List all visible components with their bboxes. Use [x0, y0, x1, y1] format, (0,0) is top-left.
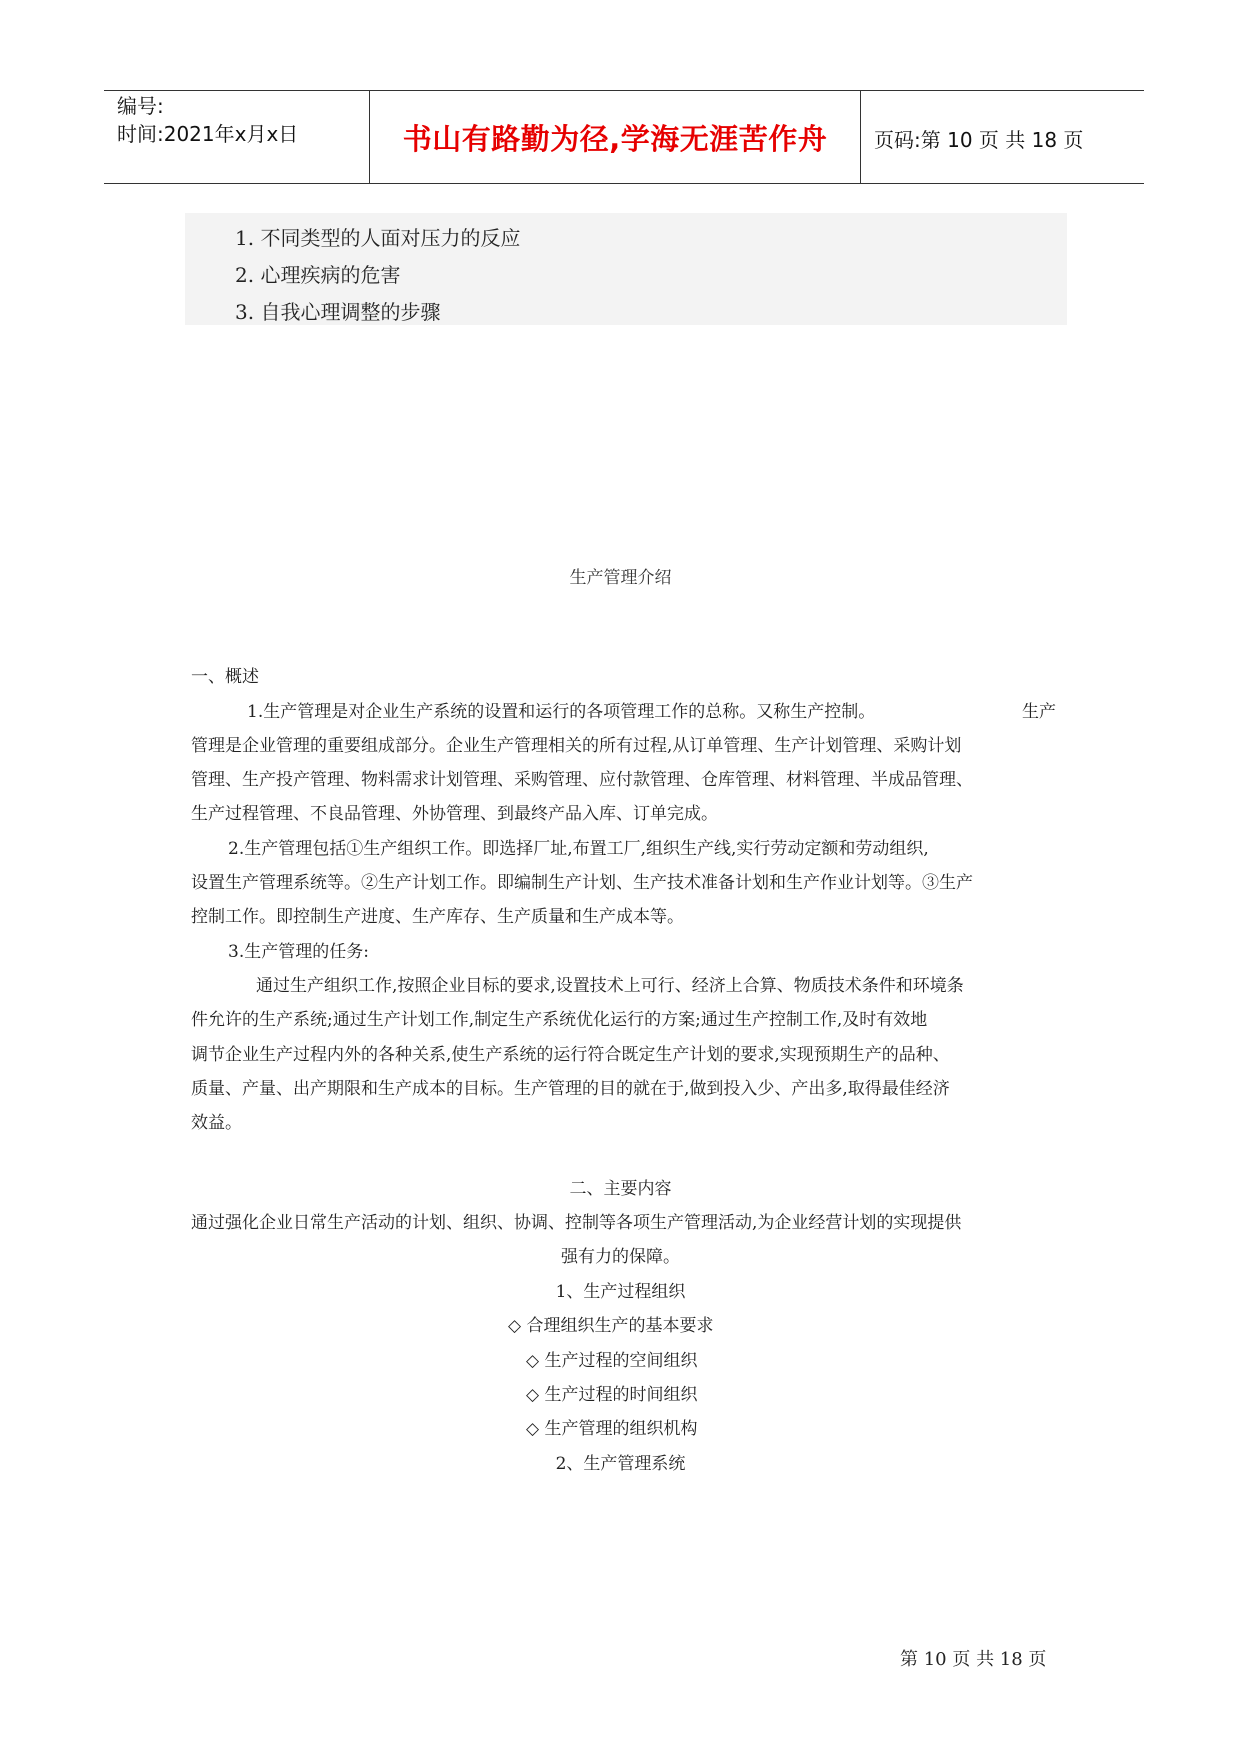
header-top-rule	[104, 90, 1144, 91]
section1-p1-line: 生产过程管理、不良品管理、外协管理、到最终产品入库、订单完成。	[191, 804, 718, 824]
section2-item: ◇ 合理组织生产的基本要求	[508, 1316, 714, 1336]
section2-item: ◇ 生产过程的时间组织	[526, 1385, 698, 1405]
header-meta	[117, 92, 298, 148]
section1-p3-line: 效益。	[191, 1113, 242, 1133]
header-page-label: 页码:第 10 页 共 18 页	[874, 128, 1084, 152]
section1-p1-line: 管理是企业管理的重要组成部分。企业生产管理相关的所有过程,从订单管理、生产计划管理、采购计划	[191, 736, 962, 756]
section2-intro-line: 强有力的保障。	[561, 1247, 680, 1267]
grey-list-item: 1. 不同类型的人面对压力的反应	[235, 226, 521, 250]
section1-p1-line1-end: 生产	[1022, 702, 1056, 722]
section2-intro-line: 通过强化企业日常生产活动的计划、组织、协调、控制等各项生产管理活动,为企业经营计划的实现提供	[191, 1213, 962, 1233]
section1-p3-line: 通过生产组织工作,按照企业目标的要求,设置技术上可行、经济上合算、物质技术条件和环境条	[256, 976, 964, 996]
section2-item: ◇ 生产过程的空间组织	[526, 1351, 698, 1371]
section2-item: ◇ 生产管理的组织机构	[526, 1419, 698, 1439]
grey-list-item: 3. 自我心理调整的步骤	[235, 300, 441, 324]
grey-list-item: 2. 心理疾病的危害	[235, 263, 401, 287]
section1-heading: 一、概述	[191, 667, 259, 687]
header-bottom-rule	[104, 183, 1144, 184]
section1-p2-line: 设置生产管理系统等。②生产计划工作。即编制生产计划、生产技术准备计划和生产作业计划等。③生产	[191, 873, 973, 893]
section1-p3-line: 件允许的生产系统;通过生产计划工作,制定生产系统优化运行的方案;通过生产控制工作,及时有效地	[191, 1010, 928, 1030]
document-title: 生产管理介绍	[569, 568, 672, 588]
page-footer: 第 10 页 共 18 页	[900, 1649, 1047, 1670]
section2-sub1: 1、生产过程组织	[555, 1282, 686, 1302]
time-label: 时间:2021年x月x日	[117, 122, 299, 146]
section2-heading: 二、主要内容	[569, 1179, 672, 1199]
section1-p1-line1: 1.生产管理是对企业生产系统的设置和运行的各项管理工作的总称。又称生产控制。	[247, 702, 876, 722]
number-label: 编号:	[117, 94, 164, 118]
section1-p2-line: 控制工作。即控制生产进度、生产库存、生产质量和生产成本等。	[191, 907, 684, 927]
header-motto: 书山有路勤为径,学海无涯苦作舟	[402, 122, 828, 156]
section1-p3-line: 质量、产量、出产期限和生产成本的目标。生产管理的目的就在于,做到投入少、产出多,取得最佳经济	[191, 1079, 950, 1099]
section1-p1-line: 管理、生产投产管理、物料需求计划管理、采购管理、应付款管理、仓库管理、材料管理、半成品管理、	[191, 770, 973, 790]
header-divider-right	[860, 90, 861, 184]
section2-sub2: 2、生产管理系统	[555, 1454, 686, 1474]
section1-p3-line: 调节企业生产过程内外的各种关系,使生产系统的运行符合既定生产计划的要求,实现预期生产的品种、	[191, 1045, 950, 1065]
section1-p2-line: 2.生产管理包括①生产组织工作。即选择厂址,布置工厂,组织生产线,实行劳动定额和劳动组织,	[228, 839, 929, 859]
section1-p3-heading: 3.生产管理的任务:	[228, 942, 369, 962]
